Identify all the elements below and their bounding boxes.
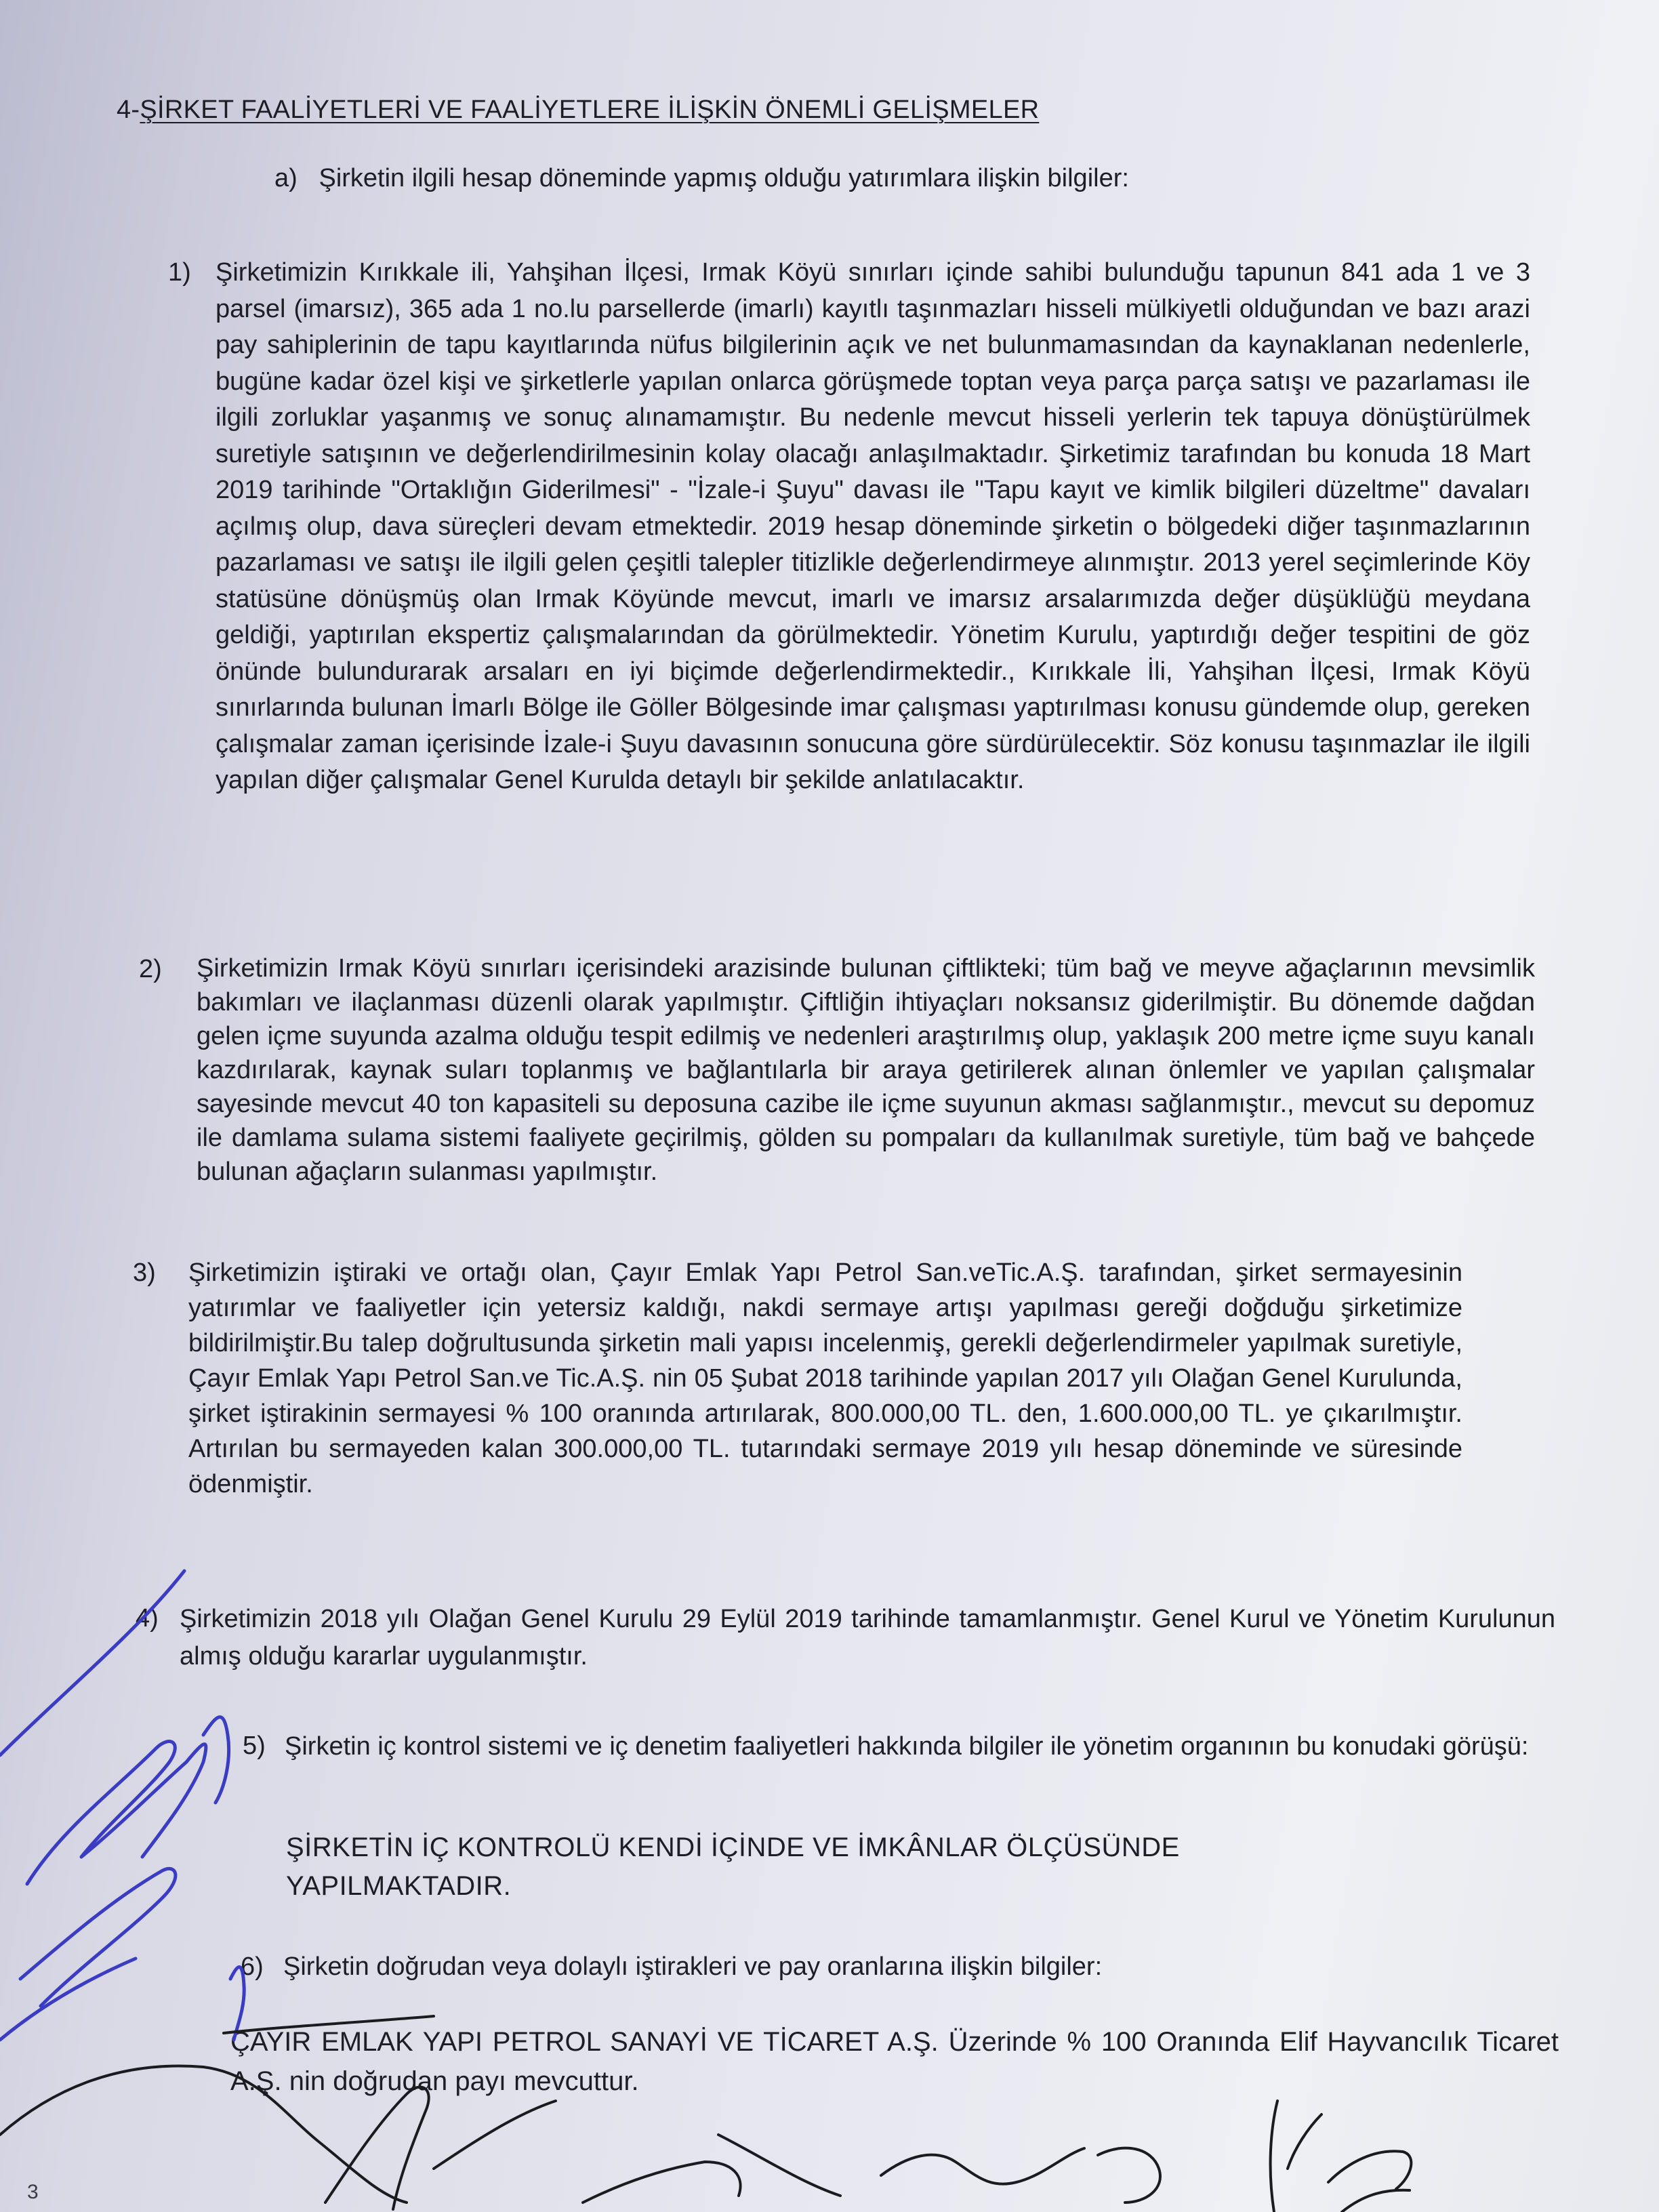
section-title: ŞİRKET FAALİYETLERİ VE FAALİYETLERE İLİŞKİN ÖNEMLİ GELİŞMELER	[140, 96, 1040, 124]
item-5-number: 5)	[243, 1732, 266, 1760]
item-1-paragraph: Şirketimizin Kırıkkale ili, Yahşihan İlçesi, Irmak Köyü sınırları içinde sahibi bulunduğu tapunun 841 ada 1 ve 3 parsel (imarsız), 365 ada 1 no.lu parsellerde (imarlı) kayıtlı taşınmazları hisseli mülkiyetli olduğundan ve bazı arazi pay sahiplerinin de tapu kayıtlarında nüfus bilgilerinin açık ve net bulunmamasından da kaynaklanan nedenlerle, bugüne kadar özel kişi ve şirketlerle yapılan onlarca görüşmede toptan veya parça parça satışı ve pazarlaması ile ilgili zorluklar yaşanmış ve sonuç alınamamıştır. Bu nedenle mevcut hisseli yerlerin tek tapuya dönüştürülmek suretiyle satışının ve değerlendirilmesinin kolay olacağı anlaşılmaktadır. Şirketimiz tarafından bu konuda 18 Mart 2019 tarihinde "Ortaklığın Giderilmesi" - "İzale-i Şuyu" davası ile "Tapu kayıt ve kimlik bilgileri düzeltme" davaları açılmış olup, dava süreçleri devam etmektedir. 2019 hesap döneminde şirketin o bölgedeki diğer taşınmazlarının pazarlaması ve satışı ile ilgili gelen çeşitli talepler titizlikle değerlendirmeye alınmıştır. 2013 yerel seçimlerinde Köy statüsüne dönüşmüş olan Irmak Köyünde mevcut, imarlı ve imarsız arsalarımızda değer düşüklüğü meydana geldiği, yaptırılan ekspertiz çalışmalarından da görülmektedir. Yönetim Kurulu, yaptırdığı değer tespitini de göz önünde bulundurarak arsaları en iyi biçimde değerlendirmektedir., Kırıkkale İli, Yahşihan İlçesi, Irmak Köyü sınırlarında bulunan İmarlı Bölge ile Göller Bölgesinde imar çalışması yaptırılması konusu gündemde olup, gereken çalışmalar zaman içerisinde İzale-i Şuyu davasının sonucuna göre sürdürülecektir. Söz konusu taşınmazlar ile ilgili yapılan diğer çalışmalar Genel Kurulda detaylı bir şekilde anlatılacaktır.	[216, 258, 1530, 794]
item-5-answer: ŞİRKETİN İÇ KONTROLÜ KENDİ İÇİNDE VE İMKÂNLAR ÖLÇÜSÜNDE YAPILMAKTADIR.	[286, 1832, 1180, 1901]
page-number: 3	[27, 2181, 39, 2203]
item-3-paragraph: Şirketimizin iştiraki ve ortağı olan, Çayır Emlak Yapı Petrol San.veTic.A.Ş. tarafından, şirket sermayesinin yatırımlar ve faaliyetler için yetersiz kaldığı, nakdi sermaye artışı yapılması gereği doğduğu şirketimize bildirilmiştir.Bu talep doğrultusunda şirketin mali yapısı incelenmiş, gerekli değerlendirmeler yapılmak suretiyle, Çayır Emlak Yapı Petrol San.ve Tic.A.Ş. nin 05 Şubat 2018 tarihinde yapılan 2017 yılı Olağan Genel Kurulunda, şirket iştirakinin sermayesi % 100 oranında artırılarak, 800.000,00 TL. den, 1.600.000,00 TL. ye çıkarılmıştır. Artırılan bu sermayeden kalan 300.000,00 TL. tutarındaki sermaye 2019 yılı hesap döneminde ve süresinde ödenmiştir.	[188, 1258, 1462, 1498]
item-4-number: 4)	[136, 1604, 159, 1633]
item-1-number: 1)	[168, 258, 191, 287]
item-6-number: 6)	[241, 1952, 264, 1981]
subsection-a	[274, 161, 1129, 195]
item-3-number: 3)	[133, 1258, 156, 1287]
subsection-a-text: Şirketin ilgili hesap döneminde yapmış olduğu yatırımlara ilişkin bilgiler:	[319, 164, 1129, 192]
item-6-answer: ÇAYIR EMLAK YAPI PETROL SANAYİ VE TİCARET A.Ş. Üzerinde % 100 Oranında Elif Hayvancılık Ticaret A.Ş. nin doğrudan payı mevcuttur.	[230, 2027, 1559, 2096]
item-2-number: 2)	[139, 955, 162, 983]
subsection-a-label: a)	[274, 164, 298, 192]
section-number: 4-	[117, 96, 140, 124]
item-6-title: Şirketin doğrudan veya dolaylı iştirakleri ve pay oranlarına ilişkin bilgiler:	[283, 1952, 1103, 1981]
item-2-paragraph: Şirketimizin Irmak Köyü sınırları içerisindeki arazisinde bulunan çiftlikteki; tüm bağ ve meyve ağaçlarının mevsimlik bakımları ve ilaçlanması düzenli olarak yapılmıştır. Çiftliğin ihtiyaçları noksansız giderilmiştir. Bu dönemde dağdan gelen içme suyunda azalma olduğu tespit edilmiş ve nedenleri araştırılmış olup, yaklaşık 200 metre içme suyu kanalı kazdırılarak, kaynak suları toplanmış ve bağlantılarla bir araya getirilerek alınan önlemler ve yapılan çalışmalar sayesinde mevcut 40 ton kapasiteli su deposuna cazibe ile içme suyunun akması sağlanmıştır., mevcut su depomuz ile damlama sulama sistemi faaliyete geçirilmiş, gölden su pompaları da kullanılmak suretiyle, tüm bağ ve bahçede bulunan ağaçların sulanması yapılmıştır.	[197, 954, 1535, 1186]
section-heading	[117, 94, 1039, 126]
item-4-paragraph: Şirketimizin 2018 yılı Olağan Genel Kurulu 29 Eylül 2019 tarihinde tamamlanmıştır. Genel Kurul ve Yönetim Kurulunun almış olduğu kararlar uygulanmıştır.	[180, 1605, 1555, 1671]
item-5-title: Şirketin iç kontrol sistemi ve iç denetim faaliyetleri hakkında bilgiler ile yönetim organının bu konudaki görüşü:	[285, 1732, 1529, 1761]
